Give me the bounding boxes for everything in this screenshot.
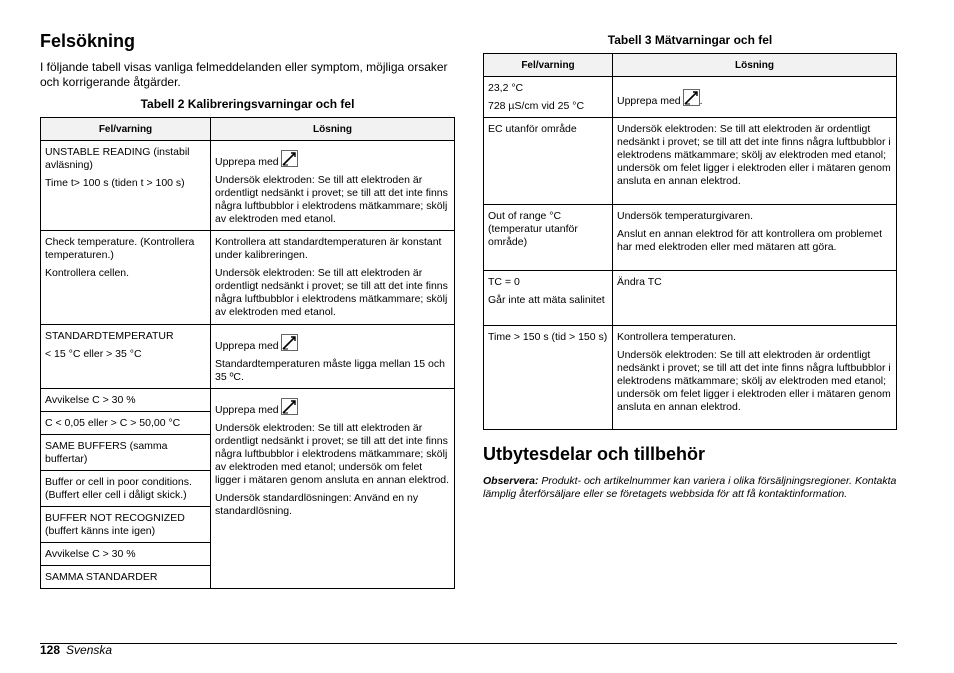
- footer-language: Svenska: [66, 643, 113, 657]
- solution-cell: [613, 77, 897, 118]
- table-header-row: [484, 54, 897, 77]
- solution-text: Upprepa med: [215, 404, 279, 416]
- table-row: [41, 231, 455, 325]
- column-header-solution: Lösning: [613, 54, 897, 77]
- measurement-warnings-table: [483, 53, 897, 430]
- solution-cell: [211, 231, 455, 325]
- calibration-warnings-table: [40, 117, 455, 589]
- table-row: [484, 205, 897, 271]
- error-text: STANDARDTEMPERATUR: [45, 330, 174, 342]
- error-cell: Buffer or cell in poor conditions. (Buffert eller cell i dåligt skick.): [41, 471, 211, 507]
- left-column: [40, 28, 455, 589]
- page-number: 128: [40, 643, 61, 657]
- solution-text: Undersök elektroden: Se till att elektroden är ordentligt nedsänkt i provet; se till att det inte finns några luftbubblor i elektrodens mätkammare; skölj av elektroden med etanol; undersök om felet ligger i elektroden eller i mätaren genom ansluta en annan elektrod.: [617, 349, 891, 413]
- solution-text: Undersök elektroden: Se till att elektroden är ordentligt nedsänkt i provet; se till att det inte finns några luftbubblor i elektrodens mätkammare; skölj av elektroden med etanol; undersök om felet ligger i mätaren genom ansluta en annan elektrod.: [215, 422, 450, 486]
- error-cell: Avvikelse C > 30 %: [41, 389, 211, 412]
- table-row: [41, 141, 455, 231]
- column-header-error: Fel/varning: [41, 118, 211, 141]
- calibrate-key-icon: [281, 398, 298, 415]
- error-text: Check temperature. (Kontrollera temperaturen.): [45, 236, 195, 261]
- footer-divider: [40, 643, 897, 644]
- table-row: [484, 271, 897, 326]
- error-text: Går inte att mäta salinitet: [488, 294, 605, 306]
- solution-text: Anslut en annan elektrod för att kontrollera om problemet har med elektroden eller med mätaren att göra.: [617, 228, 882, 253]
- solution-text: .: [699, 95, 703, 107]
- solution-cell: [613, 326, 897, 430]
- solution-text: Kontrollera temperaturen.: [617, 331, 737, 343]
- error-cell: SAME BUFFERS (samma buffertar): [41, 435, 211, 471]
- error-cell: [484, 77, 613, 118]
- error-text: Time t> 100 s (tiden t > 100 s): [45, 177, 185, 189]
- note-label: Observera:: [483, 475, 539, 487]
- calibrate-key-icon: [683, 89, 700, 106]
- calibrate-key-icon: [281, 334, 298, 351]
- error-cell: [41, 141, 211, 231]
- column-header-solution: Lösning: [211, 118, 455, 141]
- solution-text: Upprepa med: [617, 95, 681, 107]
- error-text: UNSTABLE READING (instabil avläsning): [45, 146, 190, 171]
- solution-text: Standardtemperaturen måste ligga mellan 15 och 35 ºC.: [215, 358, 445, 383]
- solution-text: Upprepa med: [215, 340, 279, 352]
- solution-cell: [211, 389, 455, 589]
- note-paragraph: [483, 475, 897, 501]
- error-cell: [41, 231, 211, 325]
- solution-cell: [211, 325, 455, 389]
- error-cell: [41, 325, 211, 389]
- error-text: TC = 0: [488, 276, 520, 288]
- error-text: 728 µS/cm vid 25 °C: [488, 100, 585, 112]
- page-footer: [40, 643, 112, 657]
- error-cell: [484, 271, 613, 326]
- solution-text: Upprepa med: [215, 156, 279, 168]
- error-text: 23,2 °C: [488, 82, 524, 94]
- solution-text: Kontrollera att standardtemperaturen är konstant under kalibreringen.: [215, 236, 442, 261]
- error-text: < 15 °C eller > 35 °C: [45, 348, 142, 360]
- table-row: [41, 325, 455, 389]
- section-heading-spare-parts: Utbytesdelar och tillbehör: [483, 444, 706, 464]
- error-cell: C < 0,05 eller > C > 50,00 °C: [41, 412, 211, 435]
- solution-text: Undersök elektroden: Se till att elektroden är ordentligt nedsänkt i provet; se till att det inte finns några luftbubblor i elektrodens mätkammare; skölj av elektroden med etanol.: [215, 174, 448, 225]
- solution-text: Undersök temperaturgivaren.: [617, 210, 753, 222]
- solution-text: Undersök standardlösningen: Använd en ny standardlösning.: [215, 492, 419, 517]
- solution-text: Undersök elektroden: Se till att elektroden är ordentligt nedsänkt i provet; se till att det inte finns några luftbubblor i elektrodens mätkammare; skölj av elektroden med etanol.: [215, 267, 448, 318]
- solution-cell: Ändra TC: [613, 271, 897, 326]
- solution-cell: [613, 205, 897, 271]
- table3-caption: Tabell 3 Mätvarningar och fel: [607, 33, 773, 47]
- error-cell: EC utanför område: [484, 118, 613, 205]
- table2-caption: Tabell 2 Kalibreringsvarningar och fel: [140, 97, 355, 111]
- error-cell: Time > 150 s (tid > 150 s): [484, 326, 613, 430]
- error-text: Kontrollera cellen.: [45, 267, 130, 279]
- section-heading-troubleshooting: Felsökning: [40, 31, 136, 51]
- note-text: Produkt- och artikelnummer kan variera i olika försäljningsregioner. Kontakta lämplig återförsäljare eller se företagets webbsida för att få kontaktinformation.: [483, 475, 897, 500]
- error-cell: Out of range °C (temperatur utanför område): [484, 205, 613, 271]
- error-cell: SAMMA STANDARDER: [41, 566, 211, 589]
- column-header-error: Fel/varning: [484, 54, 613, 77]
- solution-cell: Undersök elektroden: Se till att elektroden är ordentligt nedsänkt i provet; se till att det inte finns några luftbubblor i elektrodens mätkammare; skölj av elektroden med etanol; undersök om felet ligger i elektroden eller i mätaren genom ansluta en annan elektrod.: [613, 118, 897, 205]
- error-cell: BUFFER NOT RECOGNIZED (buffert känns inte igen): [41, 507, 211, 543]
- table-row: [484, 118, 897, 205]
- table-row: [484, 326, 897, 430]
- table-row: [41, 389, 455, 412]
- table-row: [484, 77, 897, 118]
- table-header-row: [41, 118, 455, 141]
- error-cell: Avvikelse C > 30 %: [41, 543, 211, 566]
- solution-cell: [211, 141, 455, 231]
- right-column: [483, 28, 897, 501]
- calibrate-key-icon: [281, 150, 298, 167]
- intro-paragraph: I följande tabell visas vanliga felmeddelanden eller symptom, möjliga orsaker och korrigerande åtgärder.: [40, 60, 448, 89]
